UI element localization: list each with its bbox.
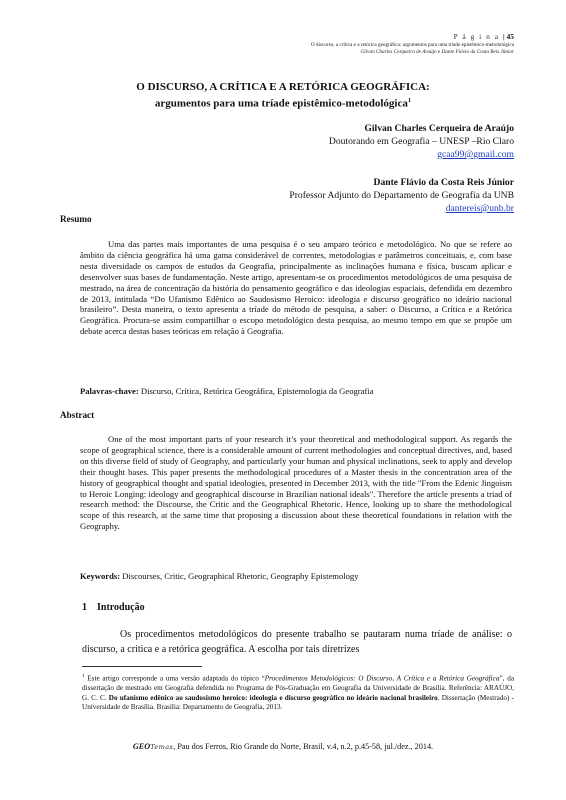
author-name: Dante Flávio da Costa Reis Júnior (373, 177, 514, 188)
page-number: 45 (506, 32, 514, 41)
footnote-text-3: . Dissertação (Mestrado) - Universidade de Brasília. Brasília: Departamento de Geografia, 2013. (82, 693, 514, 712)
keywords-list: Discourses, Critic, Geographical Rhetoric, Geography Epistemology (120, 571, 359, 581)
keywords (80, 571, 512, 581)
running-title: O discurso, a crítica e a retórica geográfica: argumentos para uma tríade epistêmico-metodológica (310, 42, 514, 48)
page-number-label (454, 32, 514, 41)
running-header (311, 42, 514, 55)
resumo-heading: Resumo (60, 214, 92, 224)
keywords-label: Palavras-chave: (80, 386, 139, 396)
resumo-paragraph: Uma das partes mais importantes de uma pesquisa é o seu amparo teórico e metodológico. No que se refere ao âmbito da ciência geográfica há uma gama considerável de correntes, metodologias e parâmetros conceituais, e, com base nesta diversidade os campos de estudos da Geografia, principalmente as inclinações humana e física, buscam aplicar e desenvolver suas bases de fundamentação. Neste artigo, apresentam-se os procedimentos metodológicos de uma pesquisa de mestrado, na área de concentração da história do pensamento geográfico e das ideologias espaciais, defendida em dezembro de 2013, intitulada “Do Ufanismo Edênico ao Saudosismo Heroico: ideologia e discurso geográfico no ideário nacional brasileiro”. Desta maneira, o texto apresenta a tríade do método de pesquisa, a saber: o Discurso, a Crítica e a Retórica Geográfica. Procura-se assim compartilhar o escopo metodológico desta pesquisa, ao mesmo tempo em que se propõe um debate acerca destas bases teóricas em relação à Geografia. (80, 239, 512, 337)
journal-footer (60, 742, 506, 751)
author-affiliation: Doutorando em Geografia – UNESP –Rio Claro (328, 136, 514, 147)
footnote-text-1: Este artigo corresponde a uma versão adaptada do tópico “ (84, 674, 265, 683)
keywords-list: Discurso, Crítica, Retórica Geográfica, Epistemologia da Geografia (138, 386, 374, 396)
title-line-1: O DISCURSO, A CRÍTICA E A RETÓRICA GEOGRÁFICA: (136, 81, 430, 93)
footnote-thesis-title: Do ufanismo edênico ao saudosismo heroico: ideologia e discurso geográfico no ideário nacional brasileiro (108, 693, 438, 702)
section-title: Introdução (97, 602, 145, 613)
page-word: P á g i n a (453, 32, 500, 41)
page-separator: | (502, 32, 507, 41)
journal-name: GEO (132, 742, 151, 751)
intro-paragraph: Os procedimentos metodológicos do presente trabalho se pautaram numa tríade de análise: o discurso, a crítica e a retórica geográfica. A escolha por tais diretrizes (82, 629, 512, 655)
article-title (60, 80, 506, 111)
abstract-heading: Abstract (60, 410, 95, 420)
palavras-chave (80, 386, 512, 396)
section-heading-introducao (82, 602, 145, 613)
footnote-divider (82, 666, 202, 667)
footnote-mark: 1 (82, 674, 85, 679)
footnote-text-2: ”, da dissertação de mestrado em Geografia defendida no Programa de Pós-Graduação em Geografia da Universidade de Brasília. Referência: ARAÚJO, G. C. C. (82, 674, 515, 702)
author-affiliation: Professor Adjunto do Departamento de Geografia da UNB (289, 190, 514, 201)
title-subtitle: argumentos para uma tríade epistêmico-metodológica (154, 97, 408, 110)
section-number: 1 (82, 602, 87, 613)
running-authors: Gilvan Charles Cerqueira de Araújo e Dante Flávio da Costa Reis Júnior (360, 48, 514, 55)
title-footnote-mark[interactable]: 1 (407, 97, 412, 104)
author-email-link[interactable]: gcaa99@gmail.com (437, 149, 514, 160)
journal-name-sub: Temas (150, 743, 174, 751)
footnote (82, 672, 514, 713)
keywords-label: Keywords: (80, 571, 121, 581)
author-block-2 (289, 176, 514, 215)
abstract-paragraph: One of the most important parts of your research it’s your theoretical and methodological support. As regards the scope of geographical science, there is a considerable amount of current methodologies and conceptual directives, and, based on this diverse field of study of Geography, and particularly your human and physical inclinations, seek to apply and develop their thought bases. This paper presents the methodological procedures of a Master thesis in the concentration area of the history of geographical thought and spatial ideologies, presented in December 2013, with the title "From the Edenic Jingoism to Heroic Longing: ideology and geographical discourse in Brazilian national ideals". Therefore the article presents a triad of research method: the Discourse, the Critic and the Geographical Rhetoric. Hence, looking up to share the methodological scope of this research, at the same time that proposing a discussion about these theoretical foundations in relation with the Geography. (80, 434, 512, 532)
journal-citation: , Pau dos Ferros, Rio Grande do Norte, Brasil, v.4, n.2, p.45-58, jul./dez., 2014. (173, 742, 434, 751)
author-name: Gilvan Charles Cerqueira de Araújo (364, 123, 514, 134)
author-email-link[interactable]: dantereis@unb.br (445, 203, 514, 214)
footnote-topic-title: Procedimentos Metodológicos: O Discurso, A Crítica e a Retórica Geográfica (264, 674, 500, 683)
author-block-1 (329, 122, 514, 161)
title-line-2 (60, 94, 506, 111)
